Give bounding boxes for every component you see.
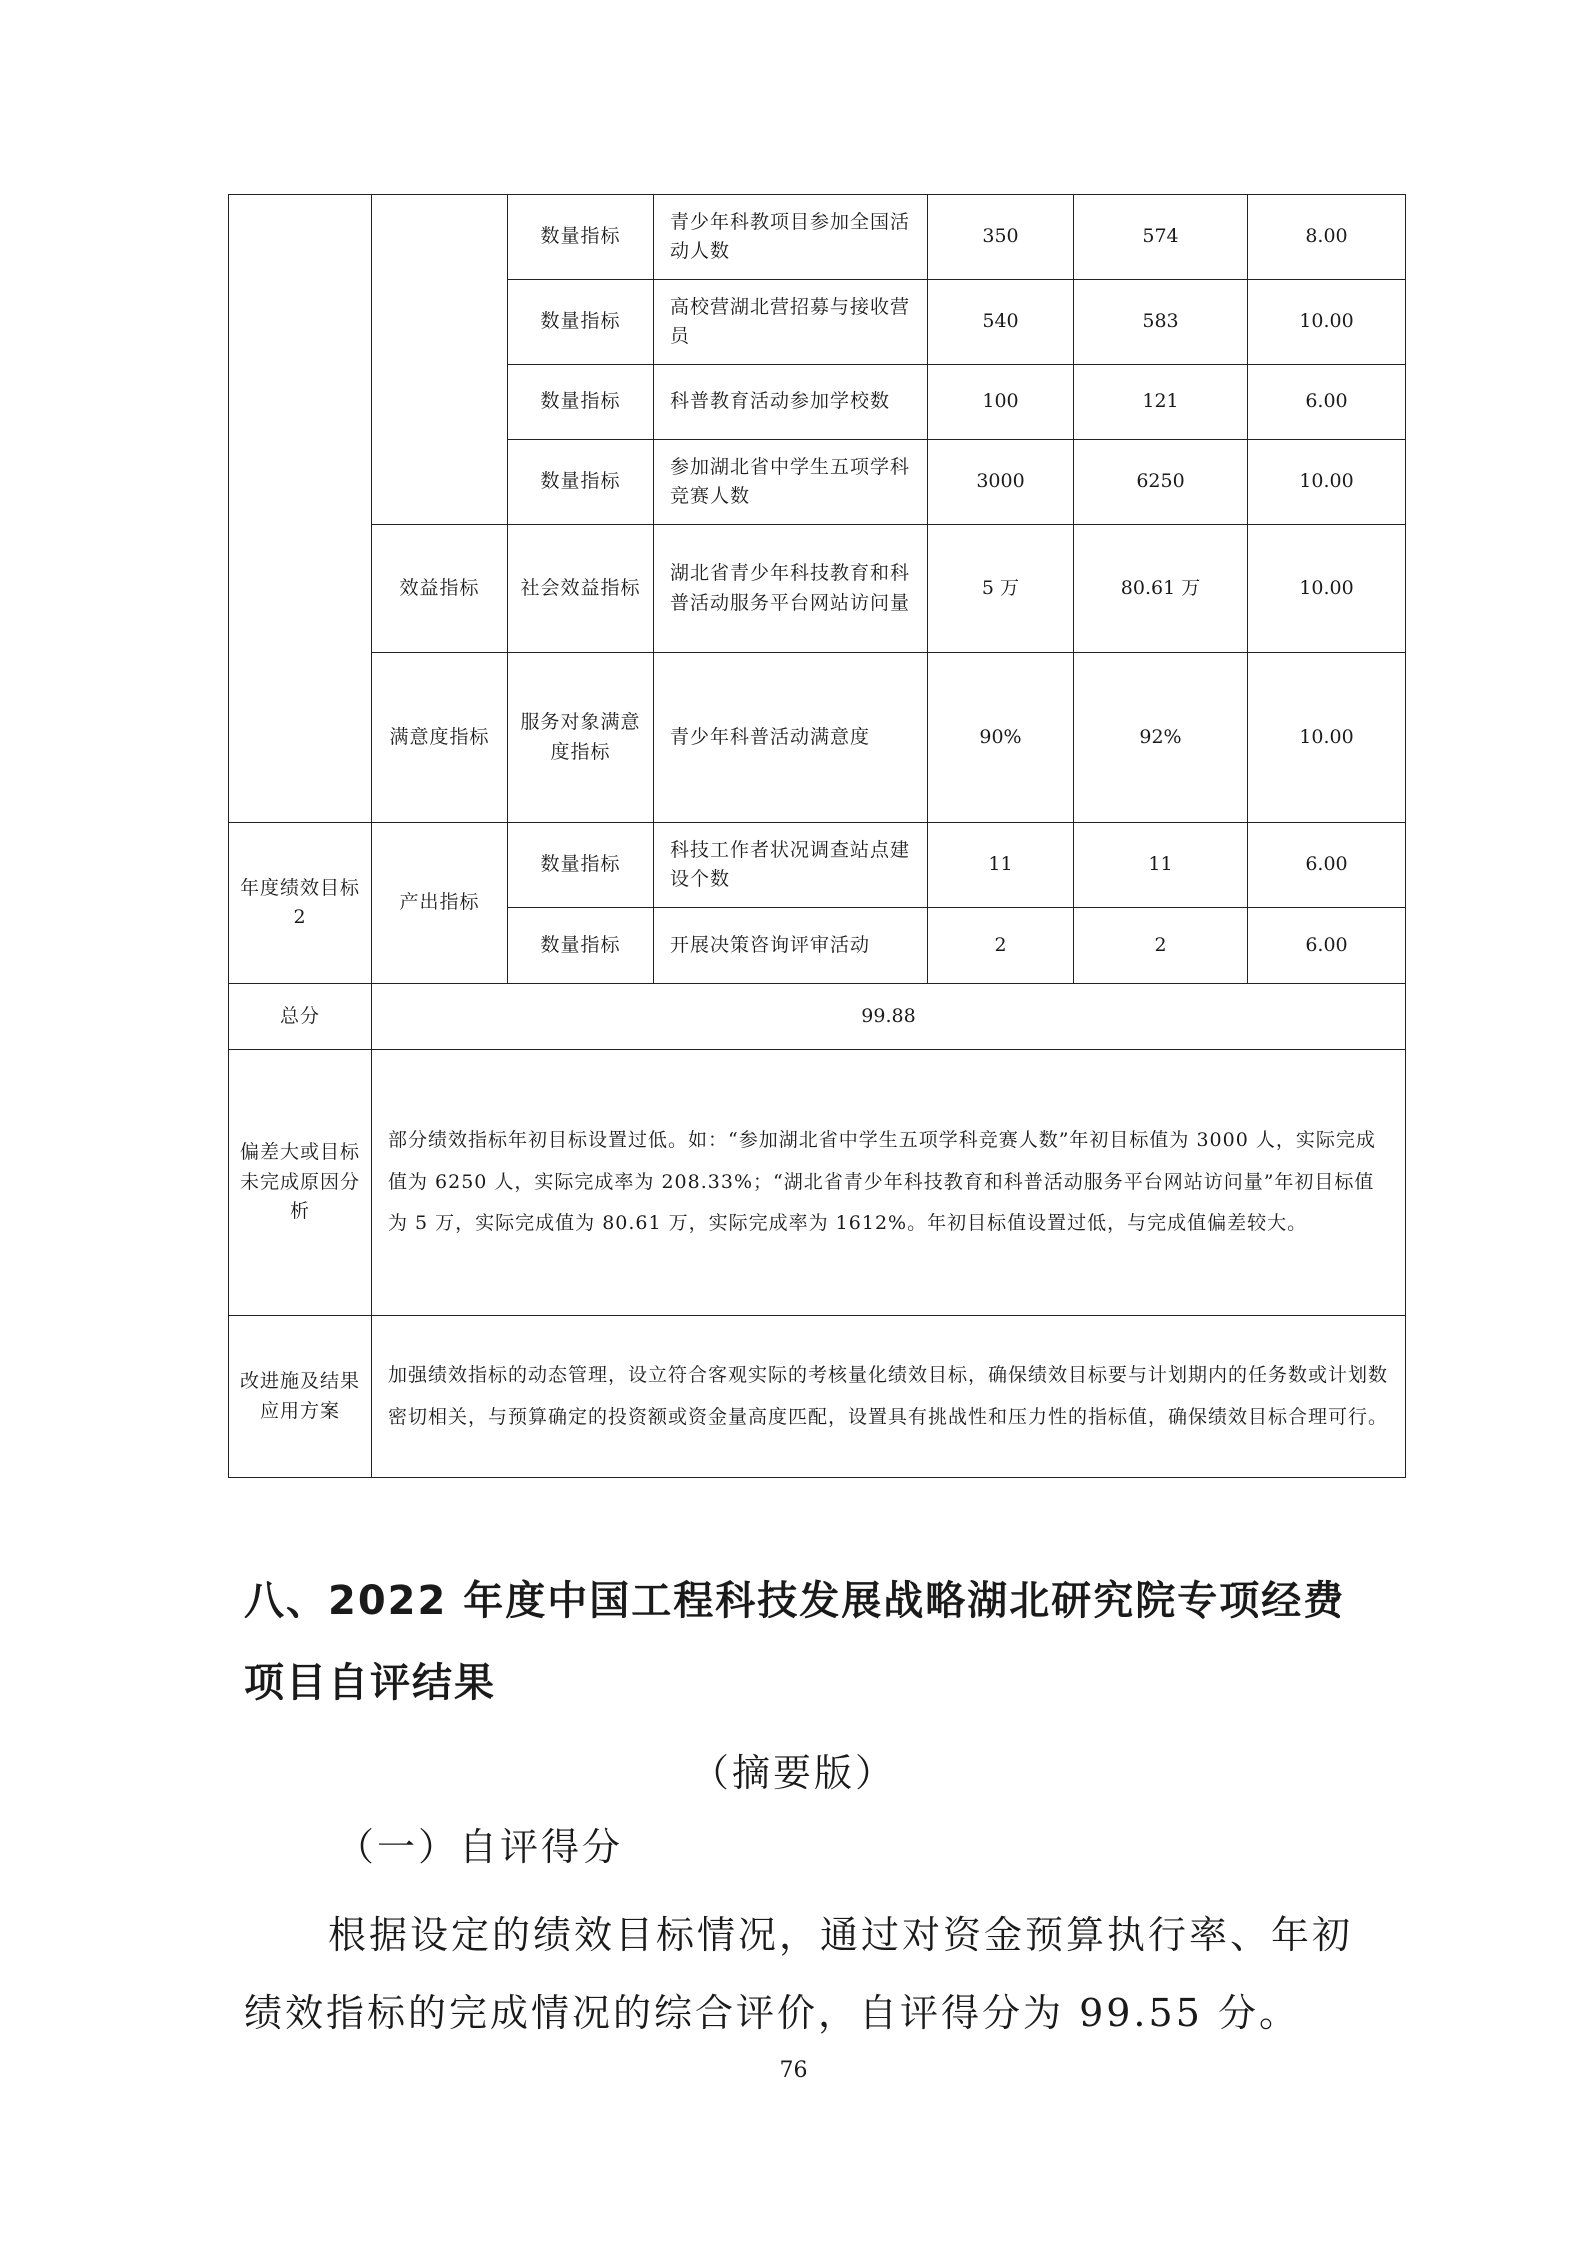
deviation-label: 偏差大或目标未完成原因分析 — [229, 1050, 372, 1316]
table-row — [229, 195, 1406, 280]
page-number: 76 — [779, 2058, 808, 2083]
sub-heading: （一）自评得分 — [336, 1825, 624, 1869]
target-value: 2 — [928, 908, 1074, 984]
indicator-type: 数量指标 — [508, 823, 654, 908]
indicator-type: 服务对象满意度指标 — [508, 653, 654, 823]
target-value: 5 万 — [928, 525, 1074, 653]
score-value: 6.00 — [1248, 365, 1406, 440]
indicator-type: 社会效益指标 — [508, 525, 654, 653]
satisfaction-category: 满意度指标 — [372, 653, 508, 823]
target-value: 3000 — [928, 440, 1074, 525]
output-category-cell — [372, 195, 508, 525]
actual-value: 92% — [1074, 653, 1248, 823]
actual-value: 11 — [1074, 823, 1248, 908]
indicator-name: 科普教育活动参加学校数 — [654, 365, 928, 440]
indicator-name: 开展决策咨询评审活动 — [654, 908, 928, 984]
total-row — [229, 984, 1406, 1050]
section-heading: 八、2022 年度中国工程科技发展战略湖北研究院专项经费项目自评结果 — [244, 1578, 1346, 1706]
actual-value: 574 — [1074, 195, 1248, 280]
actual-value: 121 — [1074, 365, 1248, 440]
score-value: 10.00 — [1248, 653, 1406, 823]
actual-value: 2 — [1074, 908, 1248, 984]
body-paragraph: 根据设定的绩效目标情况，通过对资金预算执行率、年初绩效指标的完成情况的综合评价，自评得分为 99.55 分。 — [244, 1913, 1354, 2035]
improvement-row — [229, 1316, 1406, 1478]
score-value: 10.00 — [1248, 440, 1406, 525]
benefit-category: 效益指标 — [372, 525, 508, 653]
indicator-type: 数量指标 — [508, 908, 654, 984]
deviation-row — [229, 1050, 1406, 1316]
section-subtitle: （摘要版） — [690, 1751, 896, 1795]
target-value: 100 — [928, 365, 1074, 440]
indicator-name: 高校营湖北营招募与接收营员 — [654, 280, 928, 365]
indicator-name: 青少年科普活动满意度 — [654, 653, 928, 823]
total-label: 总分 — [229, 984, 372, 1050]
improvement-text: 加强绩效指标的动态管理，设立符合客观实际的考核量化绩效目标，确保绩效目标要与计划期内的任务数或计划数密切相关，与预算确定的投资额或资金量高度匹配，设置具有挑战性和压力性的指标值，确保绩效目标合理可行。 — [372, 1316, 1406, 1478]
indicator-type: 数量指标 — [508, 280, 654, 365]
goal-1-label-cell — [229, 195, 372, 823]
indicator-name: 参加湖北省中学生五项学科竞赛人数 — [654, 440, 928, 525]
indicator-name: 湖北省青少年科技教育和科普活动服务平台网站访问量 — [654, 525, 928, 653]
target-value: 11 — [928, 823, 1074, 908]
target-value: 90% — [928, 653, 1074, 823]
score-value: 10.00 — [1248, 525, 1406, 653]
actual-value: 80.61 万 — [1074, 525, 1248, 653]
deviation-text: 部分绩效指标年初目标设置过低。如：“参加湖北省中学生五项学科竞赛人数”年初目标值为 3000 人，实际完成值为 6250 人，实际完成率为 208.33%；“湖北省青少年科技教育和科普活动服务平台网站访问量”年初目标值为 5 万，实际完成值为 80.61 万，实际完成率为 1612%。年初目标值设置过低，与完成值偏差较大。 — [372, 1050, 1406, 1316]
table-row — [229, 525, 1406, 653]
goal-2-label: 年度绩效目标 2 — [229, 823, 372, 984]
indicator-type: 数量指标 — [508, 440, 654, 525]
performance-table — [228, 194, 1406, 1478]
table-row — [229, 653, 1406, 823]
table-row — [229, 823, 1406, 908]
score-value: 6.00 — [1248, 908, 1406, 984]
target-value: 540 — [928, 280, 1074, 365]
actual-value: 6250 — [1074, 440, 1248, 525]
target-value: 350 — [928, 195, 1074, 280]
indicator-type: 数量指标 — [508, 195, 654, 280]
total-value: 99.88 — [372, 984, 1406, 1050]
indicator-name: 科技工作者状况调查站点建设个数 — [654, 823, 928, 908]
score-value: 10.00 — [1248, 280, 1406, 365]
improvement-label: 改进施及结果应用方案 — [229, 1316, 372, 1478]
actual-value: 583 — [1074, 280, 1248, 365]
score-value: 6.00 — [1248, 823, 1406, 908]
indicator-type: 数量指标 — [508, 365, 654, 440]
goal-2-category: 产出指标 — [372, 823, 508, 984]
score-value: 8.00 — [1248, 195, 1406, 280]
indicator-name: 青少年科教项目参加全国活动人数 — [654, 195, 928, 280]
